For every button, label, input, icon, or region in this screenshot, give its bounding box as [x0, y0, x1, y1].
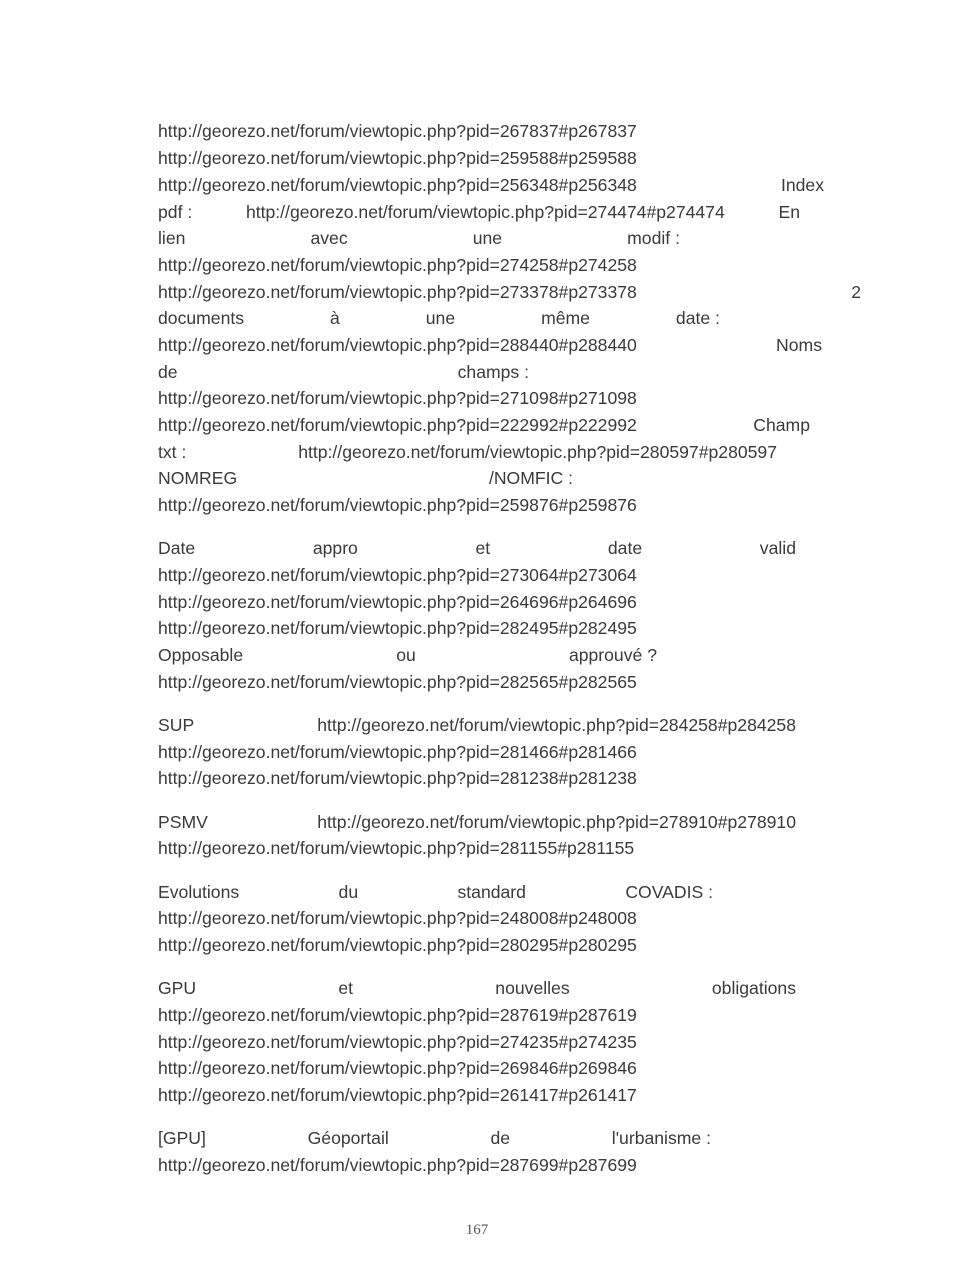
text-word: documents [158, 308, 245, 328]
text-line [158, 279, 861, 305]
text-line [158, 642, 657, 668]
forum-link[interactable]: http://georezo.net/forum/viewtopic.php?pid=278910#p278910 [317, 812, 796, 832]
forum-link[interactable]: http://georezo.net/forum/viewtopic.php?pid=273064#p273064 [158, 565, 637, 585]
text-word: standard [457, 882, 526, 902]
text-line [158, 1002, 637, 1028]
text-word: /NOMFIC : [488, 468, 573, 488]
text-word: Géoportail [307, 1128, 389, 1148]
forum-link[interactable]: http://georezo.net/forum/viewtopic.php?pid=222992#p222992 [158, 415, 637, 435]
forum-link[interactable]: http://georezo.net/forum/viewtopic.php?pid=287699#p287699 [158, 1155, 637, 1175]
forum-link[interactable]: http://georezo.net/forum/viewtopic.php?pid=274235#p274235 [158, 1032, 637, 1052]
text-line [158, 879, 713, 905]
text-line [158, 975, 796, 1001]
page-number: 167 [465, 1222, 489, 1238]
forum-link[interactable]: http://georezo.net/forum/viewtopic.php?pid=282565#p282565 [158, 672, 637, 692]
text-line [158, 932, 637, 958]
text-word: Opposable [158, 645, 244, 665]
text-word: et [475, 538, 491, 558]
text-line [158, 199, 800, 225]
text-word: En [778, 202, 800, 222]
forum-link[interactable]: http://georezo.net/forum/viewtopic.php?pid=284258#p284258 [317, 715, 796, 735]
text-line [158, 1055, 637, 1081]
text-word: Date [158, 538, 196, 558]
text-word: txt : [158, 442, 187, 462]
forum-link[interactable]: http://georezo.net/forum/viewtopic.php?pid=282495#p282495 [158, 618, 637, 638]
text-line [158, 589, 637, 615]
forum-link[interactable]: http://georezo.net/forum/viewtopic.php?pid=288440#p288440 [158, 335, 637, 355]
forum-link[interactable]: http://georezo.net/forum/viewtopic.php?pid=259588#p259588 [158, 148, 637, 168]
forum-link[interactable]: http://georezo.net/forum/viewtopic.php?pid=281238#p281238 [158, 768, 637, 788]
text-word: appro [312, 538, 358, 558]
text-word: Noms [776, 335, 822, 355]
text-line [158, 1082, 637, 1108]
forum-link[interactable]: http://georezo.net/forum/viewtopic.php?pid=269846#p269846 [158, 1058, 637, 1078]
text-word: Evolutions [158, 882, 240, 902]
text-word: 2 [851, 282, 861, 302]
text-line [158, 145, 637, 171]
text-word: avec [310, 228, 348, 248]
forum-link[interactable]: http://georezo.net/forum/viewtopic.php?pid=281466#p281466 [158, 742, 637, 762]
text-word: approuvé ? [568, 645, 657, 665]
forum-link[interactable]: http://georezo.net/forum/viewtopic.php?pid=274258#p274258 [158, 255, 637, 275]
text-line [158, 172, 824, 198]
text-word: Champ [753, 415, 810, 435]
text-line [158, 1152, 637, 1178]
forum-link[interactable]: http://georezo.net/forum/viewtopic.php?pid=287619#p287619 [158, 1005, 637, 1025]
text-line [158, 359, 529, 385]
forum-link[interactable]: http://georezo.net/forum/viewtopic.php?pid=280597#p280597 [298, 442, 777, 462]
forum-link[interactable]: http://georezo.net/forum/viewtopic.php?pid=267837#p267837 [158, 121, 637, 141]
text-word: du [338, 882, 359, 902]
text-word: de [158, 362, 178, 382]
text-word: à [330, 308, 340, 328]
text-word: [GPU] [158, 1128, 206, 1148]
text-word: NOMREG [158, 468, 238, 488]
text-word: lien [158, 228, 186, 248]
text-word: SUP [158, 715, 195, 735]
text-line [158, 1029, 637, 1055]
forum-link[interactable]: http://georezo.net/forum/viewtopic.php?pid=271098#p271098 [158, 388, 637, 408]
text-word: COVADIS : [625, 882, 713, 902]
forum-link[interactable]: http://georezo.net/forum/viewtopic.php?pid=274474#p274474 [245, 202, 725, 222]
text-line [158, 332, 822, 358]
text-line [158, 118, 637, 144]
forum-link[interactable]: http://georezo.net/forum/viewtopic.php?pid=264696#p264696 [158, 592, 637, 612]
text-line [158, 225, 680, 251]
forum-link[interactable]: http://georezo.net/forum/viewtopic.php?pid=281155#p281155 [158, 838, 635, 858]
text-line [158, 465, 573, 491]
text-word: valid [759, 538, 796, 558]
text-line [158, 492, 637, 518]
text-word: une [425, 308, 456, 328]
text-line [158, 809, 796, 835]
forum-link[interactable]: http://georezo.net/forum/viewtopic.php?pid=248008#p248008 [158, 908, 637, 928]
text-line [158, 439, 777, 465]
text-word: ou [396, 645, 416, 665]
text-line [158, 615, 637, 641]
forum-link[interactable]: http://georezo.net/forum/viewtopic.php?pid=280295#p280295 [158, 935, 637, 955]
text-line [158, 835, 634, 861]
text-line [158, 1125, 711, 1151]
text-line [158, 739, 637, 765]
text-word: obligations [711, 978, 796, 998]
text-word: pdf : [158, 202, 193, 222]
text-word: l'urbanisme : [611, 1128, 711, 1148]
text-line [158, 535, 796, 561]
text-word: GPU [158, 978, 197, 998]
text-word: même [541, 308, 590, 328]
text-word: une [472, 228, 503, 248]
text-word: date [607, 538, 643, 558]
text-line [158, 305, 720, 331]
text-word: et [338, 978, 354, 998]
forum-link[interactable]: http://georezo.net/forum/viewtopic.php?pid=261417#p261417 [158, 1085, 637, 1105]
forum-link[interactable]: http://georezo.net/forum/viewtopic.php?pid=273378#p273378 [158, 282, 637, 302]
forum-link[interactable]: http://georezo.net/forum/viewtopic.php?pid=259876#p259876 [158, 495, 637, 515]
text-line [158, 765, 637, 791]
text-line [158, 905, 637, 931]
text-word: de [490, 1128, 511, 1148]
text-line [158, 669, 637, 695]
text-line [158, 385, 637, 411]
text-word: date : [675, 308, 720, 328]
text-word: PSMV [158, 812, 208, 832]
text-word: modif : [627, 228, 680, 248]
text-line [158, 562, 637, 588]
text-line [158, 252, 637, 278]
text-line [158, 412, 810, 438]
text-word: champs : [457, 362, 529, 382]
text-word: Index [780, 175, 824, 195]
text-word: nouvelles [495, 978, 570, 998]
forum-link[interactable]: http://georezo.net/forum/viewtopic.php?pid=256348#p256348 [158, 175, 637, 195]
text-line [158, 712, 796, 738]
